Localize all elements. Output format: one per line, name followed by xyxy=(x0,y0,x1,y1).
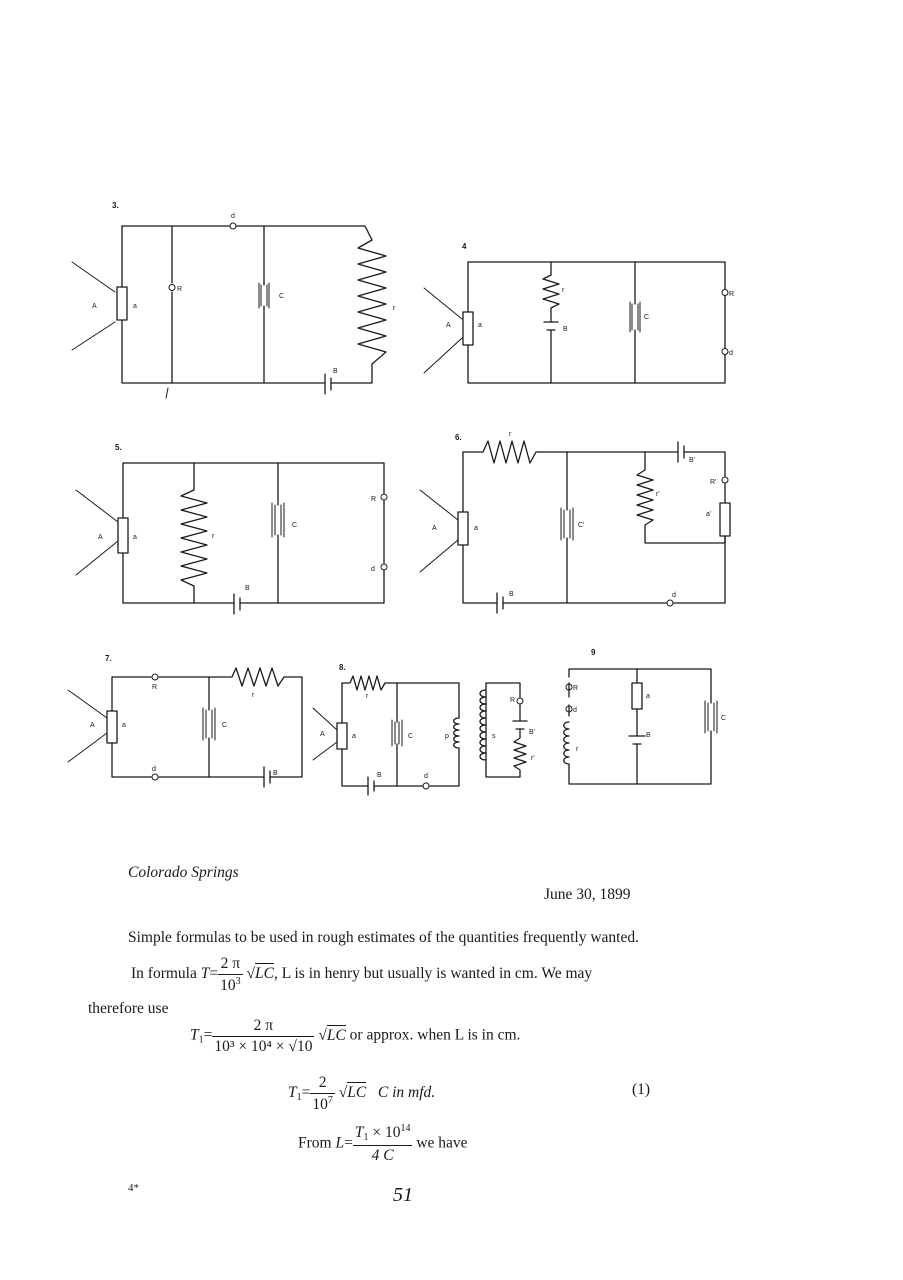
fig8-s: s xyxy=(492,733,496,740)
fig5-C: C xyxy=(292,522,298,529)
fig3-C: C xyxy=(279,293,285,300)
figure-8-number: 8. xyxy=(339,663,346,672)
place-heading: Colorado Springs xyxy=(128,864,239,881)
fig9-r: r xyxy=(576,746,579,753)
figure-6-number: 6. xyxy=(455,433,462,442)
equation-number: (1) xyxy=(632,1081,651,1098)
fig8-A: A xyxy=(320,731,325,738)
fig3-d: d xyxy=(231,213,235,220)
fig6-C: C' xyxy=(578,522,585,529)
figure-6 xyxy=(420,431,730,613)
fig8-p: p xyxy=(445,733,449,740)
fig6-B: B xyxy=(509,591,514,598)
figure-9-number: 9 xyxy=(591,648,596,657)
fig6-r: r xyxy=(509,431,512,438)
fig4-C: C xyxy=(644,314,650,321)
fig6-B2: B' xyxy=(689,457,696,464)
page-number: 51 xyxy=(393,1184,413,1206)
fig4-a: a xyxy=(478,322,482,329)
fig7-d: d xyxy=(152,766,156,773)
fig6-R2: R' xyxy=(710,479,717,486)
fig8-B2: B' xyxy=(529,729,536,736)
fig3-a: a xyxy=(133,303,137,310)
approx-note: or approx. when L is in cm. xyxy=(349,1026,521,1044)
formula-denominator: $10^3$ xyxy=(220,975,241,994)
fig6-a: a xyxy=(474,525,478,532)
footer-left: 4* xyxy=(128,1182,139,1194)
fig3-r: r xyxy=(393,305,396,312)
fig6-d: d xyxy=(672,592,676,599)
therefore-use: therefore use xyxy=(88,1000,169,1017)
formula-numerator: 2 π xyxy=(220,955,241,972)
figure-5 xyxy=(76,443,387,614)
fig9-B: B xyxy=(646,732,651,739)
figure-8 xyxy=(313,663,535,795)
fig8-C: C xyxy=(408,733,414,740)
fig8-R: R xyxy=(510,697,516,704)
formula-lead: In formula xyxy=(131,965,197,983)
fig3-B: B xyxy=(333,368,338,375)
fig5-B: B xyxy=(245,585,250,592)
fig7-a: a xyxy=(122,722,126,729)
figure-4 xyxy=(424,242,734,383)
fig8-r2: r' xyxy=(531,755,535,762)
fig7-C: C xyxy=(222,722,228,729)
formula-line: In formula T= $\frac{2 \pi}{10^3}$ √LC, L is in henry but usually is wanted in cm. We may xyxy=(131,955,593,994)
date: June 30, 1899 xyxy=(544,886,631,903)
figure-3 xyxy=(72,201,396,398)
fig8-r: r xyxy=(366,693,369,700)
intro-sentence: Simple formulas to be used in rough estimates of the quantities frequently wanted. xyxy=(128,929,639,946)
formula-L: From L= $\frac{T_1 \times 10^{14}}{4 C}$ we have xyxy=(298,1123,468,1164)
fig9-d: d xyxy=(573,707,577,714)
figure-5-number: 5. xyxy=(115,443,122,452)
fig3-R: R xyxy=(177,286,183,293)
fig7-A: A xyxy=(90,722,95,729)
formula-after: , L is in henry but usually is wanted in cm. We may xyxy=(273,965,593,983)
fig7-B: B xyxy=(273,770,278,777)
fig4-B: B xyxy=(563,326,568,333)
figure-7-number: 7. xyxy=(105,654,112,663)
figure-9 xyxy=(564,648,726,784)
fig9-R: R xyxy=(573,685,579,692)
fig7-r: r xyxy=(252,692,255,699)
formula-eq: = xyxy=(209,965,219,983)
fig5-d: d xyxy=(371,566,375,573)
fig5-a: a xyxy=(133,534,137,541)
formula-sqrt-LC: LC xyxy=(255,965,274,983)
fig3-A: A xyxy=(92,303,97,310)
fig6-r2: r' xyxy=(656,491,660,498)
fig7-R: R xyxy=(152,684,158,691)
fig8-B: B xyxy=(377,772,382,779)
formula-T1-mfd: $T_1=$ $\frac{2}{10^7}$ √LC C in mfd. xyxy=(288,1074,436,1113)
fig4-d: d xyxy=(729,350,733,357)
fig8-d: d xyxy=(424,773,428,780)
fig4-r: r xyxy=(562,287,565,294)
fig4-R: R xyxy=(729,291,735,298)
fig8-a: a xyxy=(352,733,356,740)
formula-T: T xyxy=(200,965,210,983)
figure-3-number: 3. xyxy=(112,201,119,210)
fig9-a: a xyxy=(646,693,650,700)
fig5-r: r xyxy=(212,533,215,540)
fig6-A: A xyxy=(432,525,437,532)
fig6-a2: a' xyxy=(706,511,712,518)
fig9-C: C xyxy=(721,715,727,722)
formula-T1-approx: $T_1=$ $\frac{2 \pi}{\text{10³ × 10⁴ × √10}}$ √LC or approx. when L is in cm. xyxy=(190,1017,521,1055)
fig4-A: A xyxy=(446,322,451,329)
fig5-R: R xyxy=(371,496,377,503)
formula-fraction xyxy=(218,956,243,993)
c-in-mfd: C in mfd. xyxy=(377,1084,436,1102)
figure-4-number: 4 xyxy=(462,242,467,251)
fig5-A: A xyxy=(98,534,103,541)
figure-7 xyxy=(68,654,302,787)
